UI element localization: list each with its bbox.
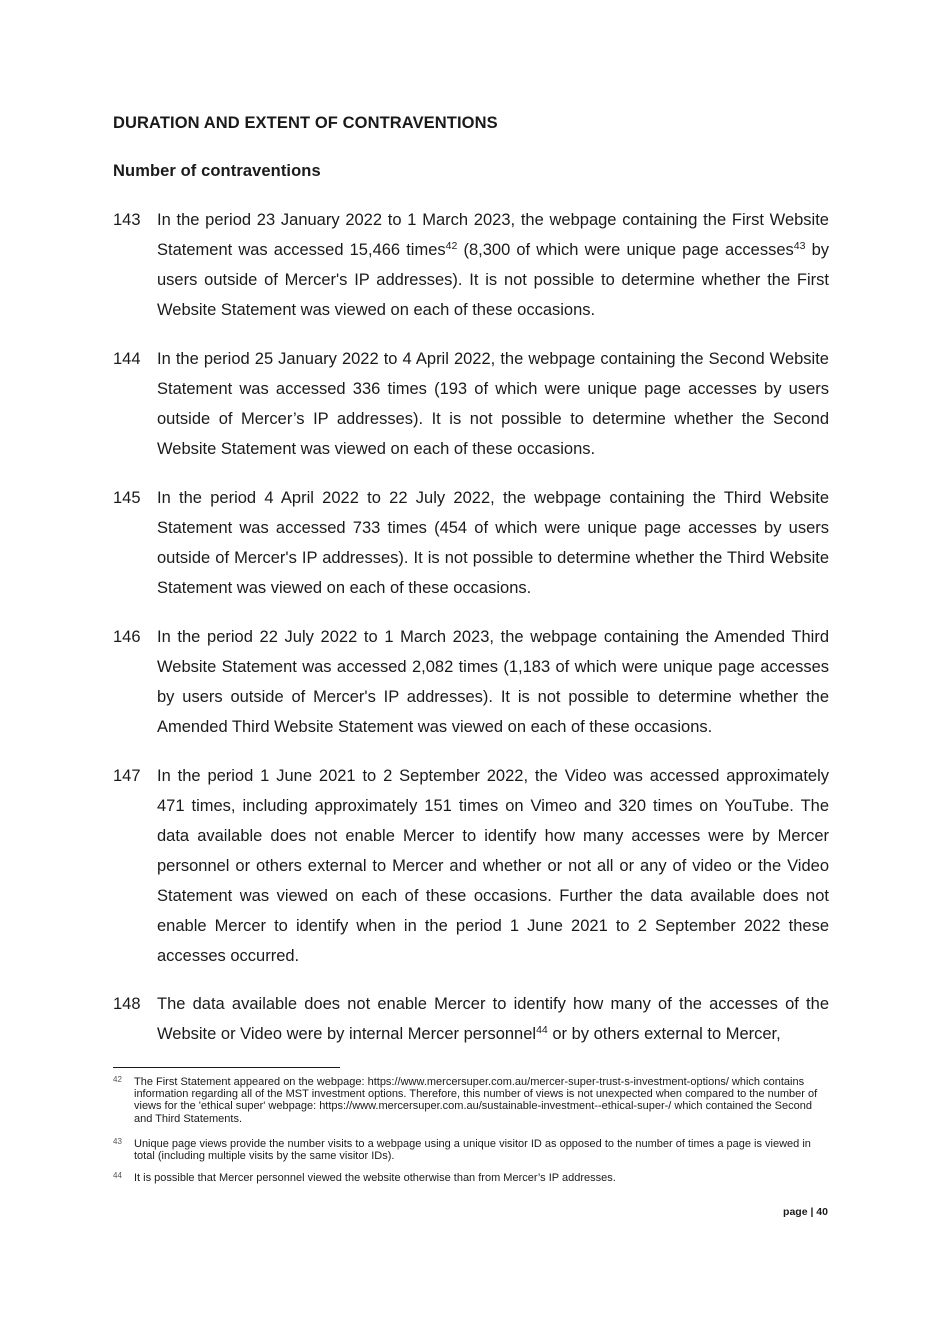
- paragraph-text: [157, 989, 829, 1049]
- footnote-ref-44[interactable]: 44: [536, 1024, 548, 1036]
- paragraph-148: [113, 989, 829, 1049]
- footnote-text: The First Statement appeared on the webpage: https://www.mercersuper.com.au/mercer-super-trust-s-investment-options/ which contains information regarding all of the MST investment options. Therefore, this number of views is not unexpected when compared to the number of views for the 'ethical super' webpage: https://www.mercersuper.com.au/sustainable-investment--ethical-super-/ which contained the Second and Third Statements.: [134, 1076, 818, 1125]
- paragraph-text: In the period 25 January 2022 to 4 April 2022, the webpage containing the Second Website Statement was accessed 336 times (193 of which were unique page accesses by users outside of Mercer’s IP addresses). It is not possible to determine whether the Second Website Statement was viewed on each of these occasions.: [157, 350, 829, 458]
- footnote-42: [113, 1076, 829, 1125]
- paragraph-number: 147: [113, 767, 141, 785]
- footnote-ref-42[interactable]: 42: [445, 240, 458, 252]
- paragraph-text: [157, 205, 829, 325]
- paragraph-146: [113, 622, 829, 742]
- footnote-ref-43[interactable]: 43: [793, 240, 806, 252]
- paragraph-text-segment: In the period 23 January 2022 to 1 March 2023, the webpage containing the First Website Statement was accessed 15,466 times: [157, 211, 829, 259]
- section-heading: DURATION AND EXTENT OF CONTRAVENTIONS: [113, 114, 498, 132]
- paragraph-number: 146: [113, 628, 141, 646]
- paragraph-text-segment: by users outside of Mercer's IP addresses). It is not possible to determine whether the First Website Statement was viewed on each of these occasions.: [157, 241, 830, 319]
- footnote-text: Unique page views provide the number visits to a webpage using a unique visitor ID as opposed to the number of times a page is viewed in total (including multiple visits by the same visitor IDs).: [134, 1138, 811, 1163]
- paragraph-number: 145: [113, 489, 141, 507]
- paragraph-144: [113, 344, 829, 464]
- footnote-separator: [113, 1067, 340, 1068]
- paragraph-143: [113, 205, 829, 325]
- paragraph-text: In the period 22 July 2022 to 1 March 2023, the webpage containing the Amended Third Website Statement was accessed 2,082 times (1,183 of which were unique page accesses by users outside of Mercer's IP addresses). It is not possible to determine whether the Amended Third Website Statement was viewed on each of these occasions.: [157, 628, 829, 736]
- paragraph-number: 144: [113, 350, 141, 368]
- footnote-number: 44: [113, 1171, 122, 1180]
- paragraph-text-segment: The data available does not enable Mercer to identify how many of the accesses of the Website or Video were by internal Mercer personnel: [157, 995, 829, 1043]
- subheading: Number of contraventions: [113, 162, 321, 180]
- footnote-44: [113, 1172, 829, 1184]
- paragraph-145: [113, 483, 829, 603]
- paragraph-number: 143: [113, 211, 141, 229]
- paragraph-text-segment: or by others external to Mercer,: [547, 1025, 781, 1043]
- footnote-43: [113, 1138, 829, 1162]
- page-number: page | 40: [783, 1206, 828, 1218]
- footnote-text: It is possible that Mercer personnel viewed the website otherwise than from Mercer’s IP addresses.: [134, 1172, 616, 1184]
- paragraph-text: In the period 4 April 2022 to 22 July 2022, the webpage containing the Third Website Statement was accessed 733 times (454 of which were unique page accesses by users outside of Mercer's IP addresses). It is not possible to determine whether the Third Website Statement was viewed on each of these occasions.: [157, 489, 829, 597]
- paragraph-text-segment: (8,300 of which were unique page accesses: [457, 241, 794, 259]
- footnote-number: 43: [113, 1137, 122, 1146]
- footnote-number: 42: [113, 1075, 122, 1084]
- paragraph-text: In the period 1 June 2021 to 2 September 2022, the Video was accessed approximately 471 times, including approximately 151 times on Vimeo and 320 times on YouTube. The data available does not enable Mercer to identify how many accesses were by Mercer personnel or others external to Mercer and whether or not all or any of video or the Video Statement was viewed on each of these occasions. Further the data available does not enable Mercer to identify when in the period 1 June 2021 to 2 September 2022 these accesses occurred.: [157, 767, 829, 965]
- paragraph-number: 148: [113, 995, 141, 1013]
- paragraph-147: [113, 761, 829, 971]
